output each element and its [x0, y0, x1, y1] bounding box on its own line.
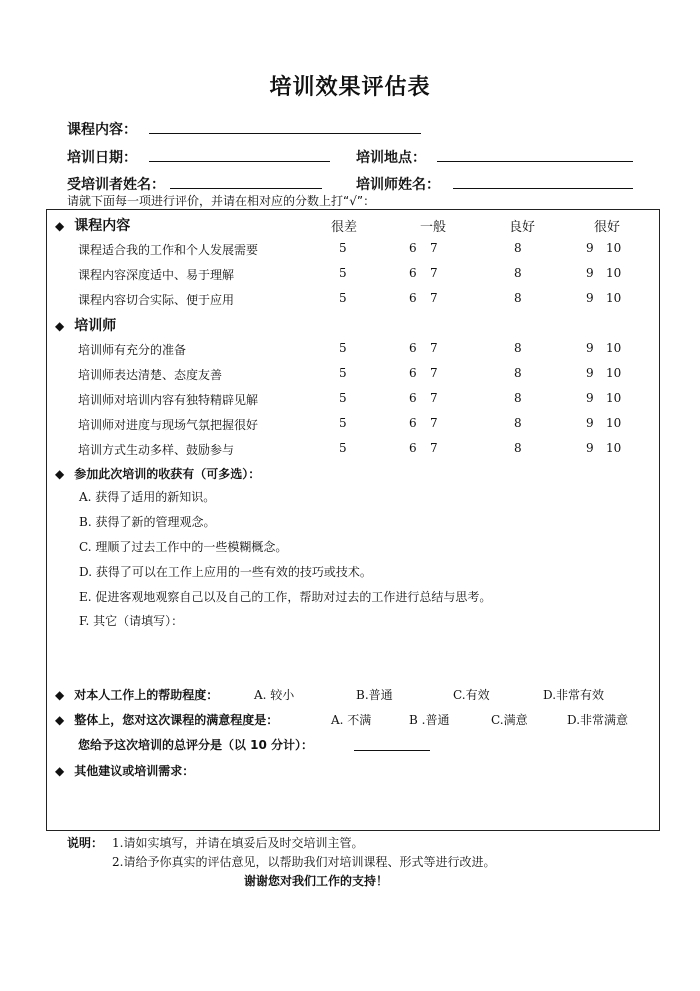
gain-option-b[interactable]: B. 获得了新的管理观念。: [79, 515, 216, 529]
gain-option-a[interactable]: A. 获得了适用的新知识。: [79, 490, 216, 504]
score-option-6[interactable]: 6: [409, 391, 417, 405]
score-option-6[interactable]: 6: [409, 266, 417, 280]
score-option-10[interactable]: 10: [606, 291, 622, 305]
score-option-8[interactable]: 8: [514, 341, 522, 355]
question-gains: [55, 465, 260, 482]
score-option-9[interactable]: 9: [586, 341, 594, 355]
score-option-6[interactable]: 6: [409, 241, 417, 255]
help-label: 对本人工作上的帮助程度：: [74, 688, 219, 702]
total-score-field[interactable]: [354, 750, 430, 751]
score-option-10[interactable]: 10: [606, 266, 622, 280]
trainer-item-label: 培训师对进度与现场气氛把握很好: [78, 418, 259, 432]
gain-option-e[interactable]: E. 促进客观地观察自己以及自己的工作，帮助对过去的工作进行总结与思考。: [79, 590, 492, 604]
diamond-bullet-icon: ◆: [55, 713, 65, 727]
score-option-6[interactable]: 6: [409, 291, 417, 305]
score-option-8[interactable]: 8: [514, 391, 522, 405]
trainer-item-label: 培训师对培训内容有独特精辟见解: [78, 393, 259, 407]
question-help-level: [55, 686, 218, 703]
score-option-5[interactable]: 5: [339, 441, 347, 455]
satisfaction-option-a[interactable]: A. 不满: [331, 713, 372, 727]
diamond-bullet-icon: ◆: [55, 319, 65, 333]
score-option-9[interactable]: 9: [586, 266, 594, 280]
trainer-name-field[interactable]: [453, 188, 633, 189]
page-title: 培训效果评估表: [269, 75, 431, 100]
course-item-label: 课程内容切合实际、便于应用: [78, 293, 235, 307]
score-option-8[interactable]: 8: [514, 366, 522, 380]
satisfaction-option-c[interactable]: C.满意: [491, 713, 528, 727]
suggestions-label: 其他建议或培训需求：: [74, 764, 195, 778]
score-option-8[interactable]: 8: [514, 291, 522, 305]
score-option-5[interactable]: 5: [339, 266, 347, 280]
trainer-item-label: 培训师表达清楚、态度友善: [78, 368, 223, 382]
training-date-field[interactable]: [149, 161, 330, 162]
score-option-7[interactable]: 7: [430, 441, 438, 455]
course-item-label: 课程适合我的工作和个人发展需要: [78, 243, 259, 257]
score-option-9[interactable]: 9: [586, 441, 594, 455]
gains-label: 参加此次培训的收获有（可多选）：: [74, 467, 261, 481]
note-line-2: 2.请给予你真实的评估意见，以帮助我们对培训课程、形式等进行改进。: [112, 855, 496, 869]
scale-header-poor: 很差: [331, 220, 358, 235]
score-option-5[interactable]: 5: [339, 416, 347, 430]
scale-header-average: 一般: [420, 220, 447, 235]
score-option-10[interactable]: 10: [606, 441, 622, 455]
score-option-5[interactable]: 5: [339, 241, 347, 255]
score-option-8[interactable]: 8: [514, 266, 522, 280]
section-course-label: 课程内容: [74, 218, 131, 234]
gain-option-f[interactable]: F. 其它（请填写）：: [79, 614, 184, 628]
diamond-bullet-icon: ◆: [55, 467, 65, 481]
help-option-b[interactable]: B.普通: [356, 688, 393, 702]
score-option-5[interactable]: 5: [339, 366, 347, 380]
course-content-label: 课程内容：: [67, 122, 137, 138]
training-date-label: 培训日期：: [67, 150, 137, 166]
question-satisfaction: [55, 711, 278, 728]
score-option-5[interactable]: 5: [339, 291, 347, 305]
diamond-bullet-icon: ◆: [55, 764, 65, 778]
satisfaction-option-d[interactable]: D.非常满意: [567, 713, 629, 727]
score-option-10[interactable]: 10: [606, 416, 622, 430]
section-course-content: [55, 215, 130, 235]
score-option-8[interactable]: 8: [514, 241, 522, 255]
score-option-6[interactable]: 6: [409, 341, 417, 355]
notes-title: 说明：: [67, 836, 104, 850]
diamond-bullet-icon: ◆: [55, 688, 65, 702]
score-option-6[interactable]: 6: [409, 366, 417, 380]
gain-option-d[interactable]: D. 获得了可以在工作上应用的一些有效的技巧或技术。: [79, 565, 372, 579]
trainer-name-label: 培训师姓名：: [356, 177, 440, 193]
score-option-7[interactable]: 7: [430, 366, 438, 380]
course-item-label: 课程内容深度适中、易于理解: [78, 268, 235, 282]
help-option-c[interactable]: C.有效: [453, 688, 490, 702]
score-option-6[interactable]: 6: [409, 441, 417, 455]
score-option-7[interactable]: 7: [430, 266, 438, 280]
score-option-7[interactable]: 7: [430, 341, 438, 355]
score-option-9[interactable]: 9: [586, 291, 594, 305]
score-option-7[interactable]: 7: [430, 291, 438, 305]
score-option-10[interactable]: 10: [606, 241, 622, 255]
score-option-5[interactable]: 5: [339, 341, 347, 355]
question-suggestions: [55, 762, 194, 779]
training-location-label: 培训地点：: [356, 150, 426, 166]
score-option-7[interactable]: 7: [430, 391, 438, 405]
score-option-7[interactable]: 7: [430, 241, 438, 255]
score-option-10[interactable]: 10: [606, 366, 622, 380]
trainee-name-field[interactable]: [170, 188, 322, 189]
help-option-a[interactable]: A. 较小: [254, 688, 295, 702]
thanks-text: 谢谢您对我们工作的支持！: [244, 874, 389, 888]
section-trainer-label: 培训师: [74, 318, 117, 334]
trainer-item-label: 培训师有充分的准备: [78, 343, 187, 357]
trainee-name-label: 受培训者姓名：: [67, 177, 165, 193]
satisfaction-label: 整体上，您对这次课程的满意程度是：: [74, 713, 279, 727]
score-option-9[interactable]: 9: [586, 366, 594, 380]
score-option-7[interactable]: 7: [430, 416, 438, 430]
gain-option-c[interactable]: C. 理顺了过去工作中的一些模糊概念。: [79, 540, 288, 554]
course-content-field[interactable]: [149, 133, 421, 134]
training-location-field[interactable]: [437, 161, 633, 162]
help-option-d[interactable]: D.非常有效: [543, 688, 605, 702]
score-option-10[interactable]: 10: [606, 341, 622, 355]
score-option-10[interactable]: 10: [606, 391, 622, 405]
scale-header-good: 良好: [509, 220, 536, 235]
rating-instruction: 请就下面每一项进行评价，并请在相对应的分数上打“√”：: [67, 194, 376, 208]
diamond-bullet-icon: ◆: [55, 219, 65, 233]
score-option-9[interactable]: 9: [586, 416, 594, 430]
trainer-item-label: 培训方式生动多样、鼓励参与: [78, 443, 235, 457]
section-trainer: [55, 315, 116, 335]
total-score-label: 您给予这次培训的总评分是（以 10 分计）：: [78, 738, 314, 752]
note-line-1: 1.请如实填写，并请在填妥后及时交培训主管。: [112, 836, 364, 850]
score-option-8[interactable]: 8: [514, 441, 522, 455]
satisfaction-option-b[interactable]: B .普通: [409, 713, 450, 727]
score-option-8[interactable]: 8: [514, 416, 522, 430]
score-option-6[interactable]: 6: [409, 416, 417, 430]
score-option-5[interactable]: 5: [339, 391, 347, 405]
scale-header-excellent: 很好: [594, 220, 621, 235]
score-option-9[interactable]: 9: [586, 241, 594, 255]
score-option-9[interactable]: 9: [586, 391, 594, 405]
